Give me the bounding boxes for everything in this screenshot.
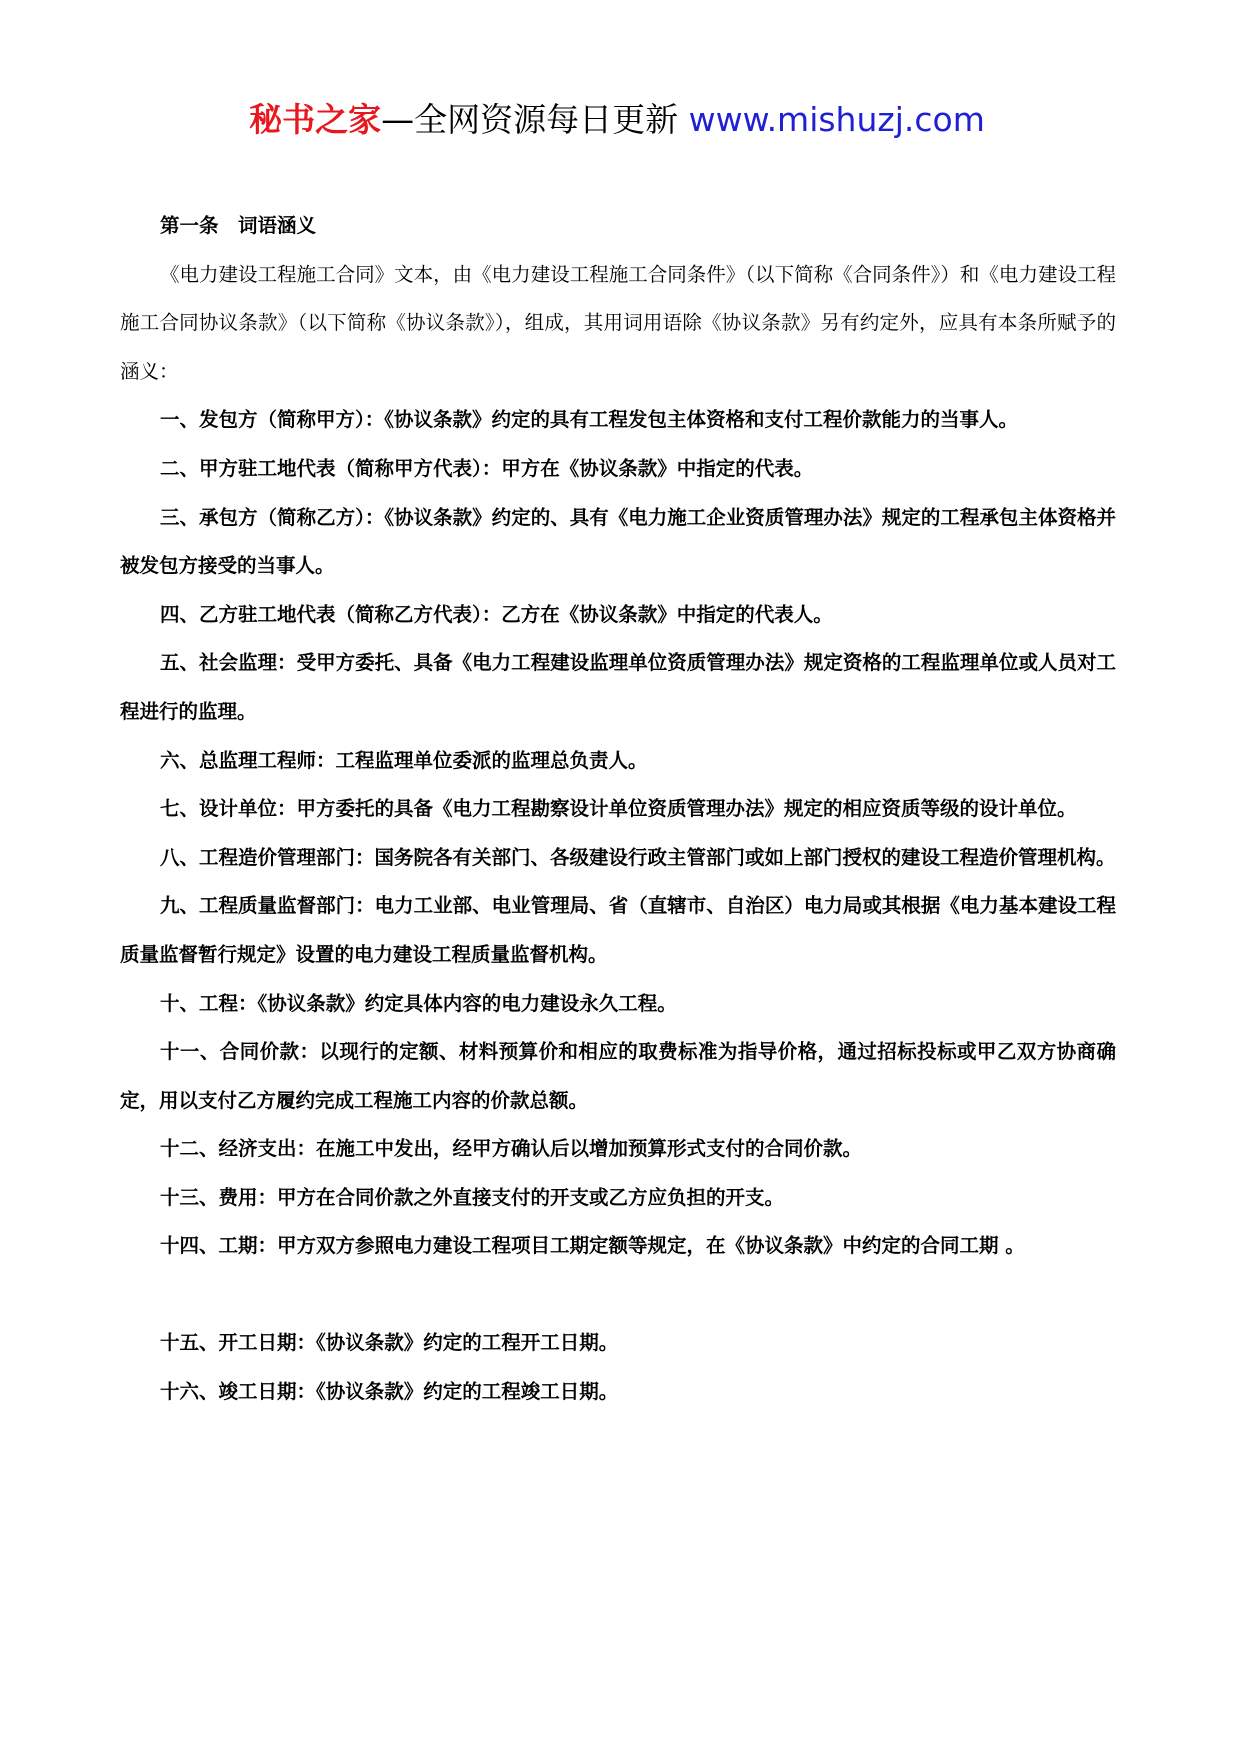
definition-item: 九、工程质量监督部门：电力工业部、电业管理局、省（直辖市、自治区）电力局或其根据《电力基本建设工程质量监督暂行规定》设置的电力建设工程质量监督机构。 xyxy=(120,894,1116,966)
site-url-link[interactable]: www.mishuzj.com xyxy=(688,100,985,139)
site-banner xyxy=(0,98,1234,142)
brand-name: 秘书之家 xyxy=(249,100,382,139)
article-intro: 《电力建设工程施工合同》文本，由《电力建设工程施工合同条件》（以下简称《合同条件》）和《电力建设工程施工合同协议条款》（以下简称《协议条款》），组成，其用词用语除《协议条款》另有约定外，应具有本条所赋予的涵义： xyxy=(120,262,1116,383)
article-body xyxy=(120,202,1116,1416)
definition-item: 十四、工期：甲方双方参照电力建设工程项目工期定额等规定，在《协议条款》中约定的合同工期 。 xyxy=(160,1234,1025,1258)
definition-item: 六、总监理工程师：工程监理单位委派的监理总负责人。 xyxy=(160,748,648,772)
definition-item: 十五、开工日期：《协议条款》约定的工程开工日期。 xyxy=(160,1331,619,1355)
definition-item: 三、承包方（简称乙方）：《协议条款》约定的、具有《电力施工企业资质管理办法》规定的工程承包主体资格并被发包方接受的当事人。 xyxy=(120,505,1116,578)
definition-item: 十六、竣工日期：《协议条款》约定的工程竣工日期。 xyxy=(160,1379,619,1403)
definition-item: 十一、合同价款：以现行的定额、材料预算价和相应的取费标准为指导价格，通过招标投标或甲乙双方协商确定，用以支付乙方履约完成工程施工内容的价款总额。 xyxy=(120,1040,1116,1112)
definition-item: 十三、费用：甲方在合同价款之外直接支付的开支或乙方应负担的开支。 xyxy=(160,1185,785,1209)
definition-item: 五、社会监理：受甲方委托、具备《电力工程建设监理单位资质管理办法》规定资格的工程监理单位或人员对工程进行的监理。 xyxy=(120,651,1116,723)
definition-item: 二、甲方驻工地代表（简称甲方代表）：甲方在《协议条款》中指定的代表。 xyxy=(160,456,814,480)
definition-item: 一、发包方（简称甲方）：《协议条款》约定的具有工程发包主体资格和支付工程价款能力的当事人。 xyxy=(160,408,1019,432)
definition-item: 十、工程：《协议条款》约定具体内容的电力建设永久工程。 xyxy=(160,991,677,1015)
definition-item: 十二、经济支出：在施工中发出，经甲方确认后以增加预算形式支付的合同价款。 xyxy=(160,1137,863,1161)
definition-item: 四、乙方驻工地代表（简称乙方代表）：乙方在《协议条款》中指定的代表人。 xyxy=(160,602,833,626)
definition-item: 八、工程造价管理部门：国务院各有关部门、各级建设行政主管部门或如上部门授权的建设工程造价管理机构。 xyxy=(160,845,1116,869)
banner-tagline: —全网资源每日更新 xyxy=(381,100,689,139)
definition-item: 七、设计单位：甲方委托的具备《电力工程勘察设计单位资质管理办法》规定的相应资质等级的设计单位。 xyxy=(160,797,1077,821)
article-heading: 第一条 词语涵义 xyxy=(160,214,317,237)
